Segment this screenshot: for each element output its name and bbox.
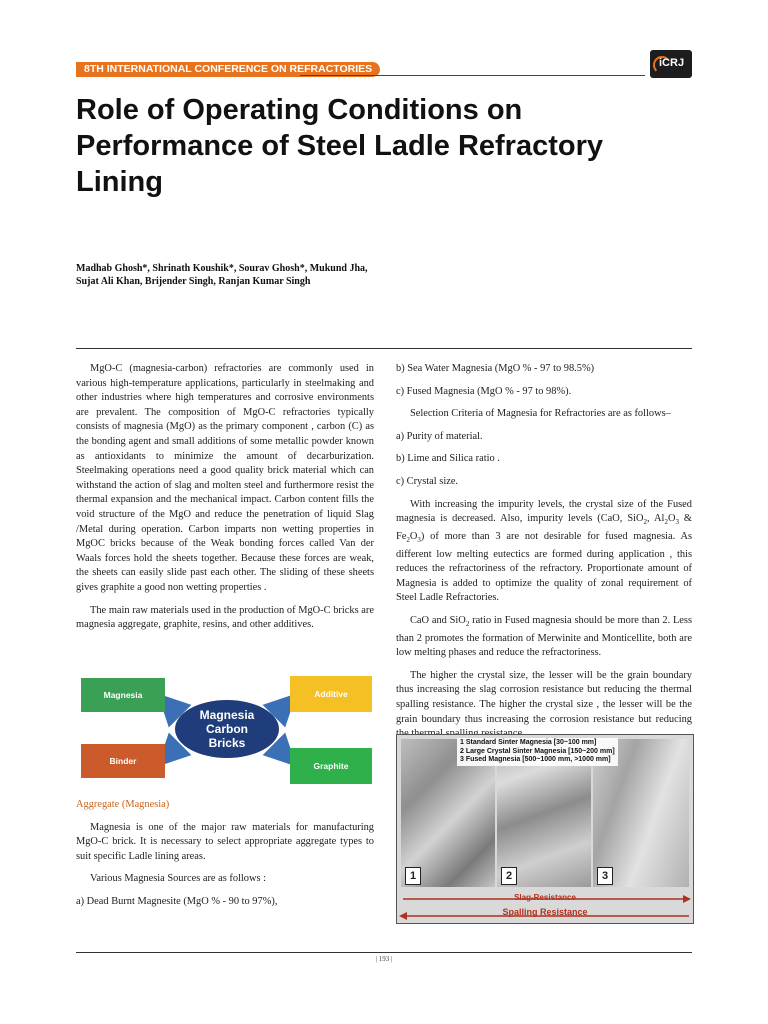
conference-banner: 8TH INTERNATIONAL CONFERENCE ON REFRACTORIES bbox=[76, 62, 380, 77]
arrow-to-magnesia bbox=[166, 702, 180, 716]
arrow-to-binder bbox=[166, 744, 180, 758]
list-item: b) Lime and Silica ratio . bbox=[396, 453, 500, 465]
page-number: | 193 | bbox=[375, 955, 393, 963]
micrograph-figure bbox=[396, 734, 694, 924]
graphite-box: Graphite bbox=[290, 748, 372, 784]
paragraph: The higher the crystal size, the lesser will be the grain boundary thus increasing the slag corrosion resistance but reducing the thermal spalling resistance. The higher the crystal size , the lesser will be the grain boundary thus increasing the corrosion resistance but reducing bbox=[396, 669, 692, 725]
legend-line: 3 Fused Magnesia [500~1000 mm, >1000 mm] bbox=[460, 756, 611, 763]
left-column-lower bbox=[76, 798, 374, 918]
right-column bbox=[396, 362, 692, 750]
list-item: a) Dead Burnt Magnesite (MgO % - 90 to 97%), bbox=[76, 895, 278, 907]
paragraph: MgO-C (magnesia-carbon) refractories are commonly used in various high-temperature applications, particularly in steelmaking and other industries where high temperatures and corrosive environments are prevalent. The composition of MgO-C refractories typically consists of magnesia (MgO) as the primary component , carbon (C) as the bonding agent and small additions of some metallic powder known as antioxidants to minimize the amount of decarburization. Steelmaking operations need a good quality brick material which can withstand the action of slag and molten steel and furthermore resist the thermal expansion and the mechanical impact. Carbon content fills the void structure of the MgO and reduce the penetration of liquid Slag /Metal during operation. Carbon imparts non wetting properties in MgOC bricks because of the Weak bonding forces called Van der Waals forces hold the sheets together. Because these forces are weak, the sheets can easily slide past each other. The sliding of these sheets gives graphite a good non wetting properties . bbox=[76, 363, 374, 593]
raw-materials-diagram bbox=[76, 672, 376, 790]
paragraph: CaO and SiO$_2$ ratio in Fused magnesia should be more than 2. Less than 2 promotes the formation of Merwinite and Monticellite, both are low melting phases and reduce the refractoriness. bbox=[396, 614, 692, 659]
paragraph: Magnesia is one of the major raw materials for manufacturing MgO-C brick. It is necessary to select appropriate aggregate types to suit specific Ladle lining areas. bbox=[76, 821, 374, 862]
slag-resistance-label: Slag-Resistance bbox=[514, 893, 576, 902]
list-item: c) Crystal size. bbox=[396, 475, 459, 487]
paragraph: With increasing the impurity levels, the crystal size of the Fused magnesia is decreased. Also, impurity levels (CaO, SiO$_2$, $Al_2O_3$ & $Fe_2O_3$) of more than 3 are not desirable for fused magnesia. As different low melting eutectics are formed during application , this reduces the refractoriness of the refractory. Proportionate amount of Magnesia is added to optimize the quality of zonal requirement of Steel Ladle Refractories. bbox=[396, 498, 693, 604]
panel-number: 3 bbox=[597, 867, 613, 885]
left-column bbox=[76, 362, 374, 641]
binder-box: Binder bbox=[81, 744, 165, 778]
center-line-3: Bricks bbox=[208, 736, 246, 750]
icrj-logo bbox=[650, 50, 692, 78]
logo-text: iCRJ bbox=[659, 57, 685, 69]
panel-number: 1 bbox=[405, 867, 421, 885]
additive-box: Additive bbox=[290, 676, 372, 712]
list-item: c) Fused Magnesia (MgO % - 97 to 98%). bbox=[396, 385, 572, 397]
center-line-2: Carbon bbox=[206, 722, 248, 736]
arrow-to-graphite bbox=[274, 744, 288, 758]
authors bbox=[76, 262, 636, 288]
center-line-1: Magnesia bbox=[199, 708, 255, 722]
section-heading: Aggregate (Magnesia) bbox=[76, 799, 170, 810]
header-rule bbox=[300, 75, 645, 76]
authors-line-1: Madhab Ghosh*, Shrinath Koushik*, Sourav Ghosh*, Mukund Jha, bbox=[76, 263, 368, 274]
spalling-resistance-label: Spalling Resistance bbox=[502, 907, 588, 917]
paragraph: Various Magnesia Sources are as follows : bbox=[90, 873, 267, 885]
figure-legend bbox=[457, 738, 618, 766]
authors-line-2: Sujat Ali Khan, Brijender Singh, Ranjan Kumar Singh bbox=[76, 276, 311, 287]
paragraph: The main raw materials used in the production of MgO-C bricks are magnesia aggregate, graphite, resins, and other additives. bbox=[76, 604, 374, 631]
magnesia-box: Magnesia bbox=[81, 678, 165, 712]
criteria-intro: Selection Criteria of Magnesia for Refractories are as follows– bbox=[410, 408, 671, 420]
legend-line: 1 Standard Sinter Magnesia [30~100 mm] bbox=[460, 739, 597, 746]
magnesia-carbon-bricks-node bbox=[175, 700, 279, 758]
legend-line: 2 Large Crystal Sinter Magnesia [150~200 mm] bbox=[460, 747, 615, 755]
panel-number: 2 bbox=[501, 867, 517, 885]
section-divider bbox=[76, 348, 692, 349]
footer-rule bbox=[76, 952, 692, 953]
arrow-to-additive bbox=[274, 702, 288, 716]
list-item: a) Purity of material. bbox=[396, 430, 483, 442]
list-item: b) Sea Water Magnesia (MgO % - 97 to 98.5%) bbox=[396, 363, 595, 374]
paper-title: Role of Operating Conditions on Performance of Steel Ladle Refractory Lining bbox=[76, 94, 604, 198]
